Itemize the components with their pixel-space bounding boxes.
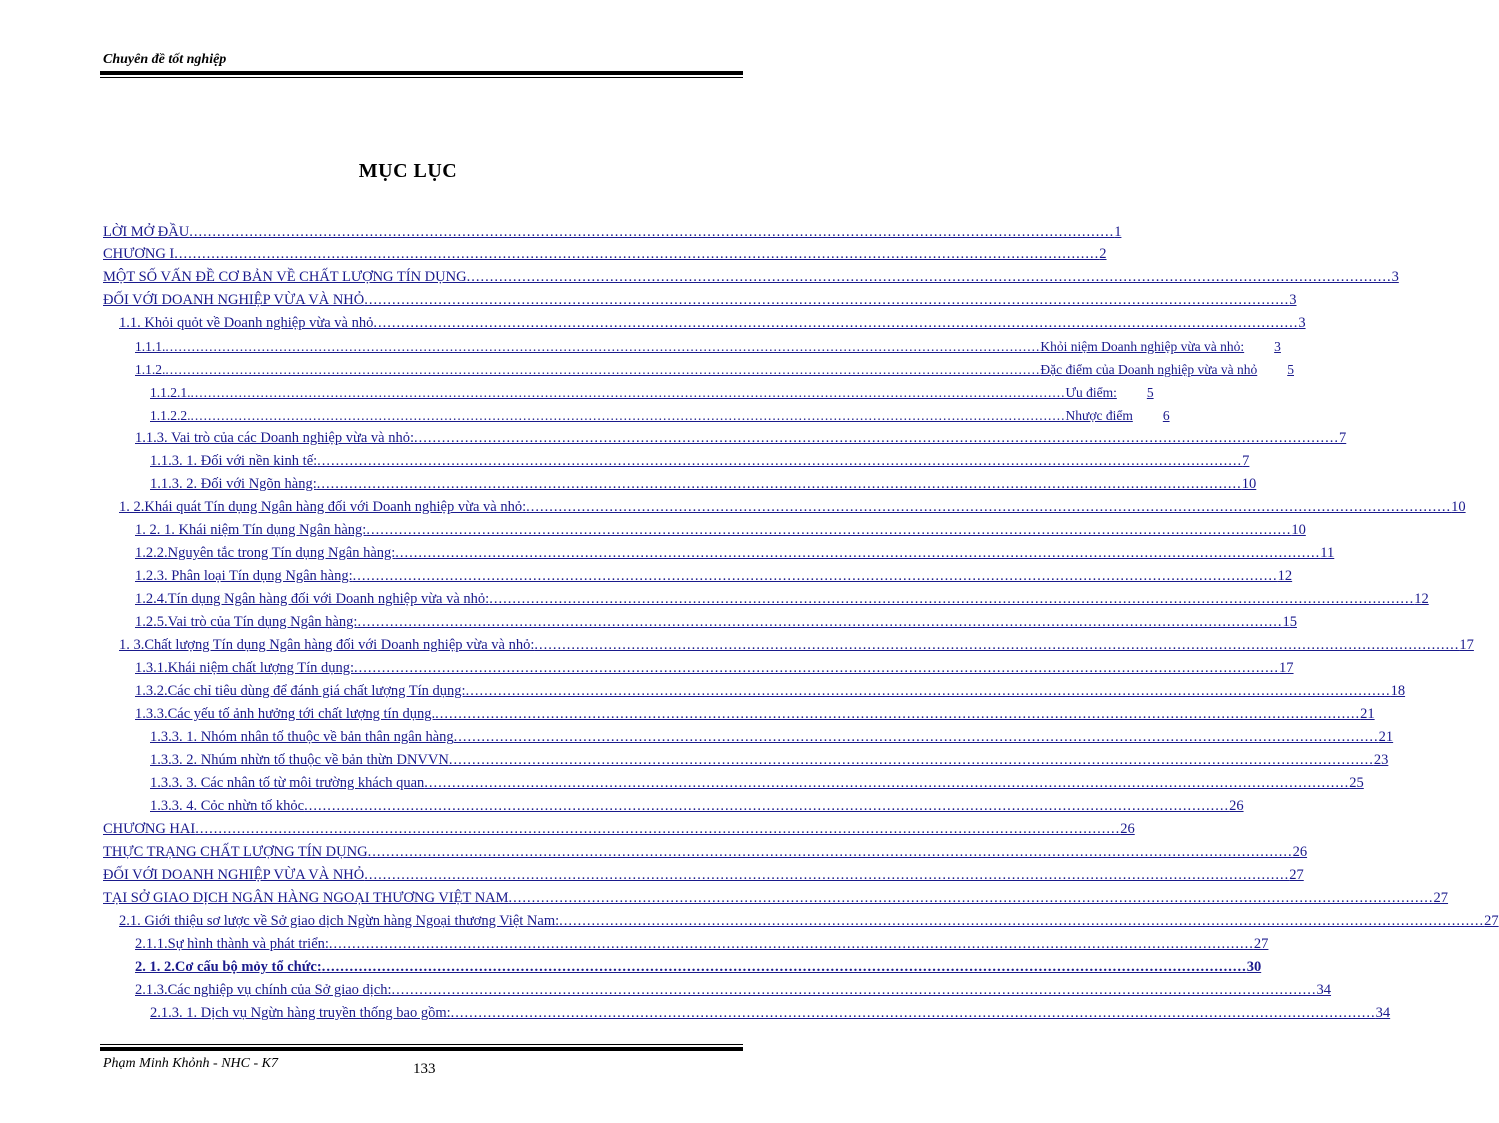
toc-entry-page: 17	[1459, 637, 1474, 653]
toc-entry-page: 7	[1338, 430, 1347, 446]
toc-entry-page: 12	[1414, 591, 1429, 607]
toc-entry-title: CHƯƠNG HAI	[103, 821, 196, 837]
toc-entry-page: 27	[1289, 867, 1304, 883]
toc-entry-title: 1. 2.Khái quát Tín dụng Ngân hàng đối với Doanh nghiệp vừa và nhỏ:	[119, 499, 527, 515]
toc-entry-title: 1.3.3. 3. Các nhân tố từ môi trường khách quan	[150, 775, 425, 791]
toc-entry[interactable]: CHƯƠNG I ........................................................................................................................................................................................................ 2	[103, 243, 739, 266]
toc-entry[interactable]: 2.1.3. 1. Dịch vụ Ngừn hàng truyền thống bao gồm: ........................................................................................................................................................................................................ 34	[150, 1002, 739, 1025]
toc-entry-page: 11	[1320, 545, 1335, 561]
toc-entry-page: 10	[1241, 476, 1257, 492]
toc-entry[interactable]: 1.3.3. 2. Nhúm nhừn tố thuộc về bản thừn DNVVN ........................................................................................................................................................................................................ 23	[150, 749, 739, 772]
toc-entry[interactable]: 1. 3.Chất lượng Tín dụng Ngân hàng đối với Doanh nghiệp vừa và nhỏ: ........................................................................................................................................................................................................ 17	[119, 634, 739, 657]
toc-entry-page: 3	[1274, 339, 1281, 354]
toc-entry-page: 3	[1289, 292, 1297, 308]
toc-entry-title: 2.1.3.Các nghiệp vụ chính của Sở giao dịch:	[135, 982, 392, 998]
toc-entry-title: 1.3.2.Các chỉ tiêu dùng để đánh giá chất lượng Tín dụng:	[135, 683, 466, 699]
toc-entry-title: ĐỐI VỚI DOANH NGHIỆP VỪA VÀ NHỎ	[103, 867, 365, 883]
toc-entry-title: 1.3.3. 1. Nhóm nhân tố thuộc về bản thân ngân hàng	[150, 729, 454, 745]
toc-entry-title: 2.1.1.Sự hình thành và phát triển:	[135, 936, 329, 952]
toc-entry[interactable]: 1.2.2.Nguyên tắc trong Tín dụng Ngân hàng: ........................................................................................................................................................................................................ 11	[135, 542, 739, 565]
toc-entry-title: 1.2.5.Vai trò của Tín dụng Ngân hàng:	[135, 614, 358, 630]
header-rule-thin	[100, 77, 743, 78]
toc-entry-page: 5	[1287, 362, 1294, 377]
toc-entry[interactable]: 1.3.2.Các chỉ tiêu dùng để đánh giá chất lượng Tín dụng: ........................................................................................................................................................................................................ 18	[135, 680, 739, 703]
toc-entry[interactable]: 1.3.3. 1. Nhóm nhân tố thuộc về bản thân ngân hàng ........................................................................................................................................................................................................ 21	[150, 726, 739, 749]
toc-entry-page: 26	[1292, 844, 1308, 860]
toc-entry-title: 1. 2. 1. Khái niệm Tín dụng Ngân hàng:	[135, 522, 367, 538]
toc-entry[interactable]: LỜI MỞ ĐẦU ........................................................................................................................................................................................................ 1	[103, 221, 739, 244]
toc-entry[interactable]: ĐỐI VỚI DOANH NGHIỆP VỪA VÀ NHỎ ........................................................................................................................................................................................................ 27	[103, 864, 739, 887]
toc-entry-title: 1.1.3. 1. Đối với nền kinh tế:	[150, 453, 318, 469]
toc-entry-title: 1. 3.Chất lượng Tín dụng Ngân hàng đối với Doanh nghiệp vừa và nhỏ:	[119, 637, 535, 653]
footer-author: Phạm Minh Khỏnh - NHC - K7	[103, 1056, 278, 1071]
toc-entry[interactable]: 2. 1. 2.Cơ cấu bộ mỏy tổ chức: ........................................................................................................................................................................................................ 30	[135, 956, 739, 979]
toc-entry[interactable]: 1.1.2.1. ........................................................................................................................................................................................................ Ưu điểm: 5	[150, 381, 783, 404]
toc-entry-page: 10	[1451, 499, 1466, 515]
toc-entry-title: 1.3.3. 4. Cỏc nhừn tố khỏc	[150, 798, 305, 814]
toc-entry-page: 27	[1484, 913, 1499, 929]
toc-entry-page: 6	[1162, 408, 1170, 423]
toc-entry-page: 25	[1349, 775, 1364, 791]
toc-entry[interactable]: 2.1.1.Sự hình thành và phát triển: ........................................................................................................................................................................................................ 27	[135, 933, 739, 956]
toc-entry-title: 1.1. Khỏi quỏt về Doanh nghiệp vừa và nhỏ	[119, 315, 374, 331]
toc-entry-title: 1.1.3. Vai trò của các Doanh nghiệp vừa và nhỏ:	[135, 430, 414, 446]
toc-entry-title: Khỏi niệm Doanh nghiệp vừa và nhỏ:	[1040, 339, 1245, 354]
toc-entry-page: 10	[1291, 522, 1306, 538]
toc-entry-page: 26	[1229, 798, 1244, 814]
toc-entry-page: 3	[1391, 269, 1399, 285]
toc-entry[interactable]: 1.1.3. 1. Đối với nền kinh tế: ........................................................................................................................................................................................................ 7	[150, 450, 739, 473]
toc-entry-page: 5	[1146, 385, 1154, 400]
toc-entry[interactable]: 1.2.4.Tín dụng Ngân hàng đối với Doanh nghiệp vừa và nhỏ: ........................................................................................................................................................................................................ 12	[135, 588, 739, 611]
toc-entry-page: 23	[1373, 752, 1389, 768]
toc-entry[interactable]: 1.1.2.2. ........................................................................................................................................................................................................ Nhược điểm 6	[150, 404, 783, 427]
toc-entry-number: 1.1.2.1.	[150, 385, 191, 400]
toc-entry[interactable]: THỰC TRẠNG CHẤT LƯỢNG TÍN DỤNG ........................................................................................................................................................................................................ 26	[103, 841, 739, 864]
toc-entry-page: 18	[1390, 683, 1406, 699]
toc-entry-title: 1.2.2.Nguyên tắc trong Tín dụng Ngân hàng:	[135, 545, 396, 561]
toc-entry[interactable]: TẠI SỞ GIAO DỊCH NGÂN HÀNG NGOẠI THƯƠNG VIỆT NAM ........................................................................................................................................................................................................ 27	[103, 887, 739, 910]
toc-entry-page: 27	[1253, 936, 1269, 952]
toc-entry[interactable]: MỘT SỐ VẤN ĐỀ CƠ BẢN VỀ CHẤT LƯỢNG TÍN DỤNG ........................................................................................................................................................................................................ 3	[103, 266, 739, 289]
toc-entry-title: 1.2.3. Phân loại Tín dụng Ngân hàng:	[135, 568, 353, 584]
toc-entry[interactable]: 1.1.2. ........................................................................................................................................................................................................ Đặc điểm của Doanh nghiệp vừa và nhỏ 5	[135, 358, 783, 381]
toc-entry[interactable]: CHƯƠNG HAI ........................................................................................................................................................................................................ 26	[103, 818, 739, 841]
toc-entry-title: MỘT SỐ VẤN ĐỀ CƠ BẢN VỀ CHẤT LƯỢNG TÍN DỤNG	[103, 269, 467, 285]
toc-entry-title: Nhược điểm	[1065, 408, 1133, 423]
toc-entry-number: 1.1.2.	[135, 362, 166, 377]
toc-entry[interactable]: 1. 2. 1. Khái niệm Tín dụng Ngân hàng: ........................................................................................................................................................................................................ 10	[135, 519, 739, 542]
footer-page-number: 133	[413, 1061, 436, 1077]
toc-entry-page: 26	[1120, 821, 1135, 837]
toc-entry-title: 1.3.3.Các yếu tố ảnh hưởng tới chất lượng tín dụng.	[135, 706, 436, 722]
toc-entry-title: 1.3.1.Khái niệm chất lượng Tín dụng:	[135, 660, 355, 676]
footer-rule-thick	[100, 1047, 743, 1051]
toc-entry[interactable]: 2.1. Giới thiệu sơ lược về Sở giao dịch Ngừn hàng Ngoại thương Việt Nam: ........................................................................................................................................................................................................ 27	[119, 910, 739, 933]
toc-entry-page: 17	[1279, 660, 1294, 676]
toc-entry-page: 7	[1242, 453, 1250, 469]
toc-entry[interactable]: 1.1.3. 2. Đối với Ngõn hàng: ........................................................................................................................................................................................................ 10	[150, 473, 739, 496]
toc-entry[interactable]: ĐỐI VỚI DOANH NGHIỆP VỪA VÀ NHỎ ........................................................................................................................................................................................................ 3	[103, 289, 739, 312]
toc-entry-page: 3	[1298, 315, 1306, 331]
toc-entry-title: LỜI MỞ ĐẦU	[103, 224, 190, 240]
toc-entry-page: 2	[1099, 246, 1107, 262]
toc-entry-page: 34	[1316, 982, 1332, 998]
toc-entry-number: 1.1.1.	[135, 339, 166, 354]
header-rule-thick	[100, 71, 743, 75]
toc-entry[interactable]: 1. 2.Khái quát Tín dụng Ngân hàng đối với Doanh nghiệp vừa và nhỏ: ........................................................................................................................................................................................................ 10	[119, 496, 739, 519]
toc-entry[interactable]: 1.1.1. ........................................................................................................................................................................................................ Khỏi niệm Doanh nghiệp vừa và nhỏ: 3	[135, 335, 783, 358]
toc-title: MỤC LỤC	[358, 160, 458, 182]
footer-rule-thin	[100, 1044, 743, 1045]
toc-entry[interactable]: 1.1.3. Vai trò của các Doanh nghiệp vừa và nhỏ: ........................................................................................................................................................................................................ 7	[135, 427, 739, 450]
toc-entry-page: 15	[1282, 614, 1297, 630]
toc-entry-page: 21	[1360, 706, 1375, 722]
toc-entry[interactable]: 1.3.1.Khái niệm chất lượng Tín dụng: ........................................................................................................................................................................................................ 17	[135, 657, 739, 680]
toc-entry[interactable]: 1.3.3. 4. Cỏc nhừn tố khỏc ........................................................................................................................................................................................................ 26	[150, 795, 739, 818]
toc-entry-title: CHƯƠNG I	[103, 246, 175, 262]
toc-entry-title: 2.1.3. 1. Dịch vụ Ngừn hàng truyền thống bao gồm:	[150, 1005, 451, 1021]
toc-entry-page: 27	[1433, 890, 1449, 906]
toc-entry-number: 1.1.2.2.	[150, 408, 191, 423]
toc-entry-title: 1.3.3. 2. Nhúm nhừn tố thuộc về bản thừn DNVVN	[150, 752, 449, 768]
toc-entry-title: THỰC TRẠNG CHẤT LƯỢNG TÍN DỤNG	[103, 844, 368, 860]
toc-entry-page: 1	[1114, 224, 1122, 240]
toc-entry-page: 30	[1246, 959, 1262, 975]
toc-entry[interactable]: 1.1. Khỏi quỏt về Doanh nghiệp vừa và nhỏ ........................................................................................................................................................................................................ 3	[119, 312, 739, 335]
toc-entry[interactable]: 2.1.3.Các nghiệp vụ chính của Sở giao dịch: ........................................................................................................................................................................................................ 34	[135, 979, 739, 1002]
toc-entry-title: TẠI SỞ GIAO DỊCH NGÂN HÀNG NGOẠI THƯƠNG VIỆT NAM	[103, 890, 509, 906]
toc-entry-page: 21	[1378, 729, 1394, 745]
toc-entry-title: 2. 1. 2.Cơ cấu bộ mỏy tổ chức:	[135, 959, 322, 975]
header-title: Chuyên đề tốt nghiệp	[103, 52, 227, 67]
toc-entry-page: 12	[1277, 568, 1293, 584]
toc-entry[interactable]: 1.3.3.Các yếu tố ảnh hưởng tới chất lượng tín dụng. ........................................................................................................................................................................................................ 21	[135, 703, 739, 726]
toc-entry-page: 34	[1375, 1005, 1391, 1021]
toc-entry[interactable]: 1.2.5.Vai trò của Tín dụng Ngân hàng: ........................................................................................................................................................................................................ 15	[135, 611, 739, 634]
toc-entry-title: 2.1. Giới thiệu sơ lược về Sở giao dịch Ngừn hàng Ngoại thương Việt Nam:	[119, 913, 560, 929]
toc-entry-title: ĐỐI VỚI DOANH NGHIỆP VỪA VÀ NHỎ	[103, 292, 365, 308]
toc-entry-title: Đặc điểm của Doanh nghiệp vừa và nhỏ	[1040, 362, 1258, 377]
toc-entry[interactable]: 1.3.3. 3. Các nhân tố từ môi trường khách quan ........................................................................................................................................................................................................ 25	[150, 772, 739, 795]
toc-entry[interactable]: 1.2.3. Phân loại Tín dụng Ngân hàng: ........................................................................................................................................................................................................ 12	[135, 565, 739, 588]
toc-entry-title: Ưu điểm:	[1065, 385, 1117, 400]
toc-entry-title: 1.1.3. 2. Đối với Ngõn hàng:	[150, 476, 317, 492]
toc-entry-title: 1.2.4.Tín dụng Ngân hàng đối với Doanh nghiệp vừa và nhỏ:	[135, 591, 490, 607]
